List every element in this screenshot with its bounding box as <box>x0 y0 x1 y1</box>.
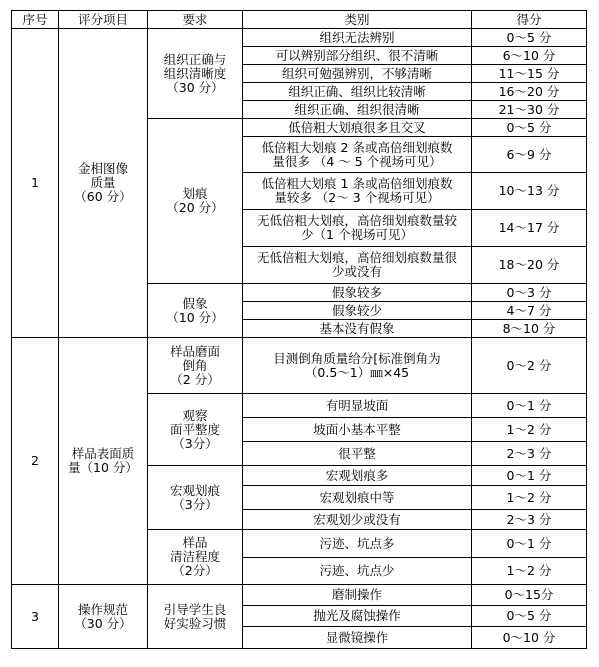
score-cell: 0～2 分 <box>472 338 587 394</box>
category-cell: 组织正确、组织比较清晰 <box>243 83 472 101</box>
score-cell: 14～17 分 <box>472 210 587 247</box>
category-cell: 磨制操作 <box>243 585 472 606</box>
category-cell: 宏观划痕多 <box>243 466 472 486</box>
category-cell: 低倍粗大划痕 2 条或高倍细划痕数 量很多 （4 ～ 5 个视场可见） <box>243 137 472 173</box>
score-cell: 0～5 分 <box>472 606 587 627</box>
category-cell: 显微镜操作 <box>243 627 472 649</box>
score-cell: 0～5 分 <box>472 119 587 137</box>
category-cell: 很平整 <box>243 442 472 466</box>
scoring-table <box>11 10 587 649</box>
scoring-item: 金相图像 质量 （60 分） <box>59 29 148 338</box>
category-cell: 有明显坡面 <box>243 394 472 418</box>
category-cell: 组织无法辨别 <box>243 29 472 47</box>
requirement: 宏观划痕 （3分） <box>148 466 243 530</box>
score-cell: 8～10 分 <box>472 320 587 338</box>
score-cell: 0～1 分 <box>472 466 587 486</box>
category-cell: 组织正确、组织很清晰 <box>243 101 472 119</box>
score-cell: 21～30 分 <box>472 101 587 119</box>
section-number: 3 <box>12 585 59 649</box>
score-cell: 6～9 分 <box>472 137 587 173</box>
requirement: 样品磨面 倒角 （2 分） <box>148 338 243 394</box>
header-item: 评分项目 <box>59 11 148 29</box>
category-cell: 可以辨别部分组织、很不清晰 <box>243 47 472 65</box>
score-cell: 0～15分 <box>472 585 587 606</box>
category-cell: 假象较少 <box>243 302 472 320</box>
category-cell: 基本没有假象 <box>243 320 472 338</box>
scoring-item: 样品表面质 量（10 分） <box>59 338 148 585</box>
category-cell: 宏观划少或没有 <box>243 510 472 530</box>
category-cell: 无低倍粗大划痕，高倍细划痕数量很 少或没有 <box>243 247 472 284</box>
requirement: 假象 （10 分） <box>148 284 243 338</box>
table-row <box>12 29 587 47</box>
score-cell: 16～20 分 <box>472 83 587 101</box>
category-cell: 坡面小基本平整 <box>243 418 472 442</box>
category-cell: 宏观划痕中等 <box>243 486 472 510</box>
requirement: 引导学生良 好实验习惯 <box>148 585 243 649</box>
score-cell: 6～10 分 <box>472 47 587 65</box>
score-cell: 0～1 分 <box>472 394 587 418</box>
category-cell: 低倍粗大划痕 1 条或高倍细划痕数 量较多 （2～ 3 个视场可见） <box>243 173 472 210</box>
score-cell: 1～2 分 <box>472 418 587 442</box>
score-cell: 4～7 分 <box>472 302 587 320</box>
score-cell: 2～3 分 <box>472 510 587 530</box>
requirement: 组织正确与 组织清晰度 （30 分） <box>148 29 243 119</box>
requirement: 划痕 （20 分） <box>148 119 243 284</box>
score-cell: 18～20 分 <box>472 247 587 284</box>
header-category: 类别 <box>243 11 472 29</box>
category-cell: 低倍粗大划痕很多且交叉 <box>243 119 472 137</box>
table-row <box>12 338 587 394</box>
category-cell: 目测倒角质量给分[标准倒角为 （0.5～1）㎜×45 <box>243 338 472 394</box>
score-cell: 0～5 分 <box>472 29 587 47</box>
score-cell: 11～15 分 <box>472 65 587 83</box>
category-cell: 污迹、坑点多 <box>243 530 472 558</box>
header-requirement: 要求 <box>148 11 243 29</box>
score-cell: 1～2 分 <box>472 558 587 585</box>
category-cell: 污迹、坑点少 <box>243 558 472 585</box>
table-row <box>12 585 587 606</box>
category-cell: 抛光及腐蚀操作 <box>243 606 472 627</box>
section-number: 2 <box>12 338 59 585</box>
section-number: 1 <box>12 29 59 338</box>
requirement: 观察 面平整度 （3分） <box>148 394 243 466</box>
score-cell: 2～3 分 <box>472 442 587 466</box>
category-cell: 无低倍粗大划痕，高倍细划痕数量较 少（1 个视场可见） <box>243 210 472 247</box>
score-cell: 0～3 分 <box>472 284 587 302</box>
category-cell: 假象较多 <box>243 284 472 302</box>
header-row <box>12 11 587 29</box>
score-cell: 10～13 分 <box>472 173 587 210</box>
score-cell: 1～2 分 <box>472 486 587 510</box>
scoring-item: 操作规范 （30 分） <box>59 585 148 649</box>
requirement: 样品 清洁程度 （2分） <box>148 530 243 585</box>
header-no: 序号 <box>12 11 59 29</box>
header-score: 得分 <box>472 11 587 29</box>
category-cell: 组织可勉强辨别，不够清晰 <box>243 65 472 83</box>
score-cell: 0～10 分 <box>472 627 587 649</box>
score-cell: 0～1 分 <box>472 530 587 558</box>
